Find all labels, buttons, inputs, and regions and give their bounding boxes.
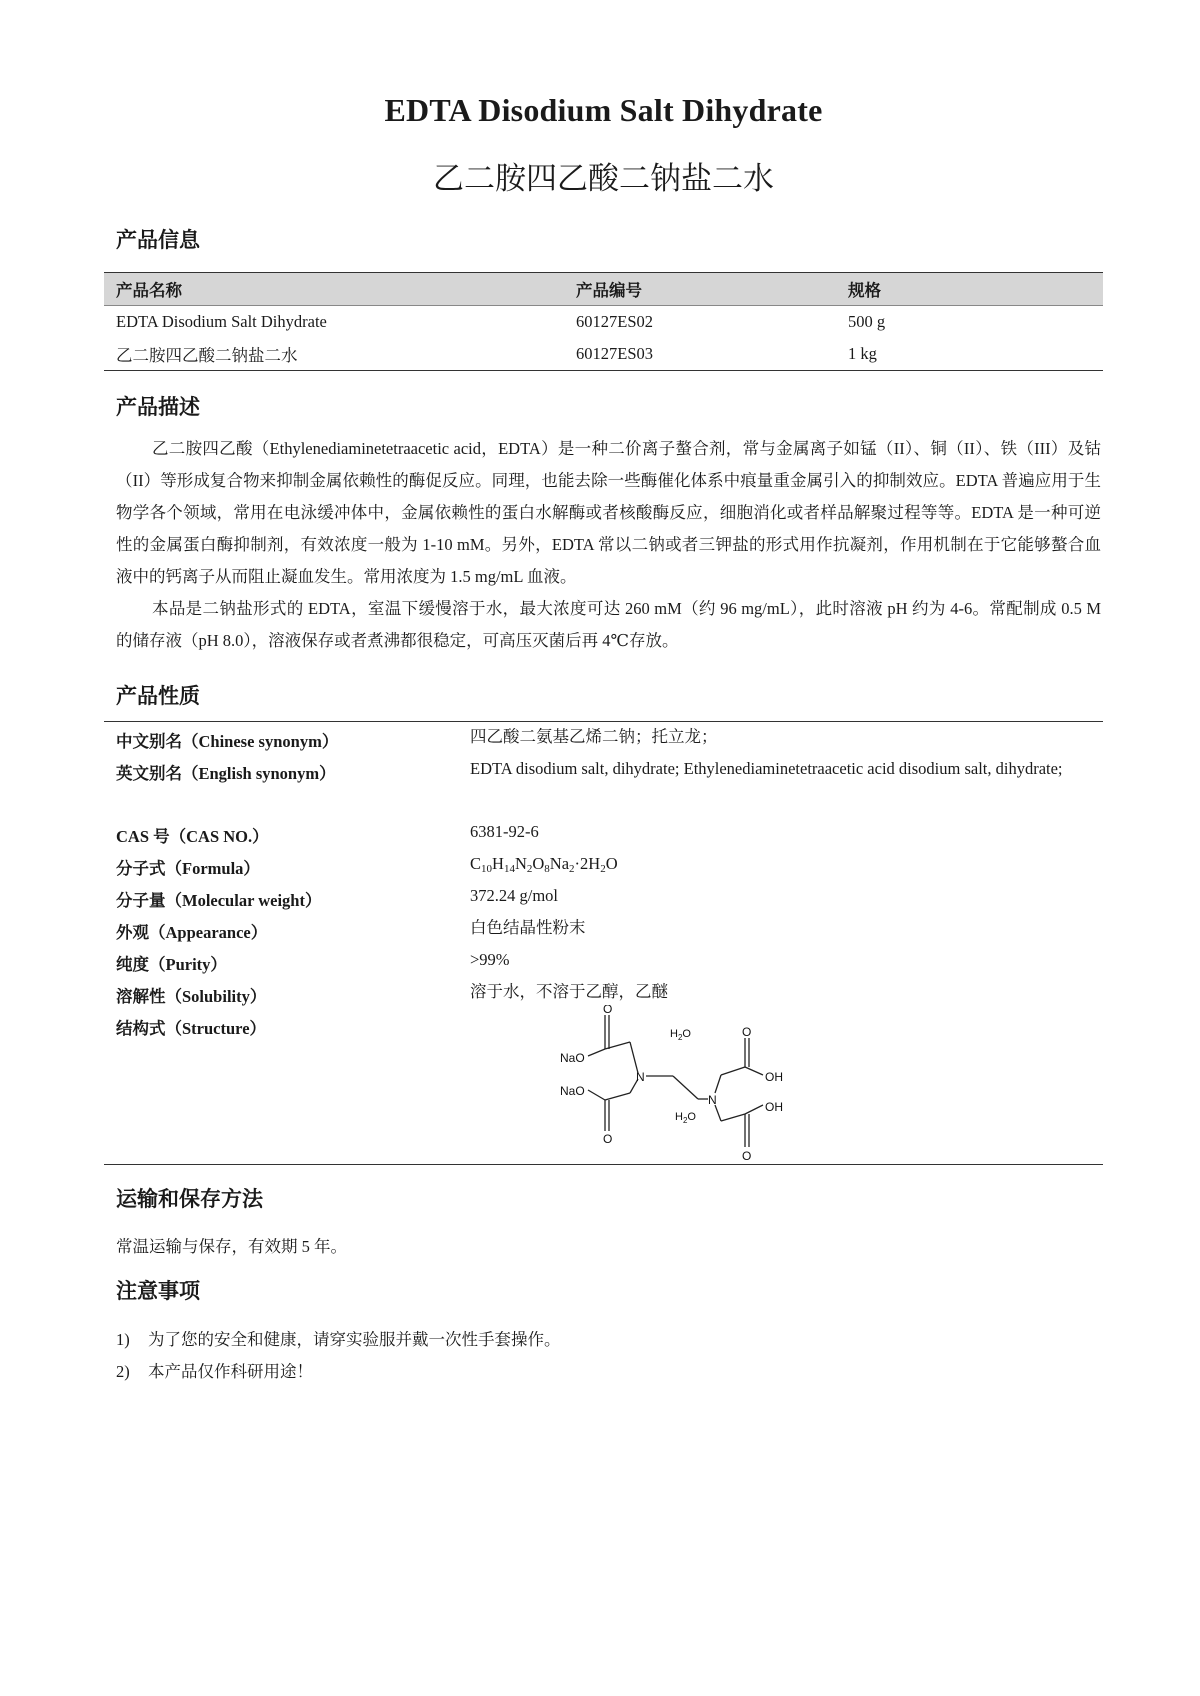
property-key: 分子式（Formula） (116, 859, 260, 878)
description-paragraph: 乙二胺四乙酸（Ethylenediaminetetraacetic acid，EDTA）是一种二价离子螯合剂，常与金属离子如锰（II）、铜（II）、铁（III）及钴（II）等形成复合物来抑制金属依赖性的酶促反应。同理，也能去除一些酶催化体系中痕量重金属引入的抑制效应。EDTA 普遍应用于生物学各个领域，常用在电泳缓冲体中，金属依赖性的蛋白水解酶或者核酸酶反应，细胞消化或者样品解聚过程等等。EDTA 是一种可逆性的金属蛋白酶抑制剂，有效浓度一般为 1-10 mM。另外，EDTA 常以二钠或者三钾盐的形式用作抗凝剂，作用机制在于它能够螯合血液中的钙离子从而阻止凝血发生。常用浓度为 1.5 mg/mL 血液。 (116, 439, 1101, 586)
table-row (104, 306, 1103, 339)
table-cell: 60127ES02 (576, 312, 654, 331)
table-header: 产品名称 (104, 273, 564, 306)
note-number: 1) (116, 1330, 130, 1349)
atom-label: O (742, 1149, 752, 1163)
property-value: 6381-92-6 (470, 822, 539, 841)
atom-label: O (603, 1005, 613, 1016)
product-info-table (104, 272, 1103, 371)
atom-label: N (708, 1093, 717, 1107)
note-item (116, 1358, 313, 1382)
note-text: 为了您的安全和健康，请穿实验服并戴一次性手套操作。 (148, 1330, 561, 1349)
table-cell: 乙二胺四乙酸二钠盐二水 (116, 346, 298, 365)
property-key: 溶解性（Solubility） (116, 987, 267, 1006)
note-item (116, 1326, 561, 1350)
structure-diagram (558, 1005, 838, 1175)
note-text: 本产品仅作科研用途！ (148, 1362, 313, 1381)
section-heading-description: 产品描述 (116, 395, 200, 419)
property-key: 外观（Appearance） (116, 923, 268, 942)
section-heading-info: 产品信息 (116, 228, 200, 252)
title-chinese: 乙二胺四乙酸二钠盐二水 (433, 161, 774, 196)
water-label: $H_2O$ (675, 1111, 696, 1125)
atom-label: OH (765, 1100, 783, 1114)
atom-label: OH (765, 1070, 783, 1084)
table-cell: EDTA Disodium Salt Dihydrate (116, 312, 327, 331)
property-key: 结构式（Structure） (116, 1019, 267, 1038)
atom-label: NaO (560, 1051, 585, 1065)
table-header: 规格 (836, 273, 1103, 306)
property-value: 白色结晶性粉末 (470, 918, 586, 937)
section-heading-storage: 运输和保存方法 (116, 1187, 263, 1211)
storage-text: 常温运输与保存，有效期 5 年。 (116, 1237, 347, 1256)
property-key: 纯度（Purity） (116, 955, 227, 974)
atom-label: O (742, 1025, 752, 1039)
property-value: 372.24 g/mol (470, 886, 559, 905)
property-key: CAS 号（CAS NO.） (116, 827, 269, 846)
property-key: 中文别名（Chinese synonym） (116, 732, 339, 751)
table-cell: 500 g (848, 312, 886, 331)
table-row (104, 338, 1103, 371)
property-key: 分子量（Molecular weight） (116, 891, 322, 910)
table-cell: 60127ES03 (576, 344, 654, 363)
property-value: 四乙酸二氨基乙烯二钠；托立龙； (470, 727, 718, 746)
divider (104, 1164, 1103, 1165)
section-heading-properties: 产品性质 (116, 684, 200, 708)
atom-label: NaO (560, 1084, 585, 1098)
table-header-row (104, 273, 1103, 306)
atom-label: O (603, 1132, 613, 1146)
table-header: 产品编号 (564, 273, 836, 306)
property-value: >99% (470, 950, 510, 969)
table-cell: 1 kg (848, 344, 877, 363)
property-value: EDTA disodium salt, dihydrate; Ethylenediaminetetraacetic acid disodium salt, dihydrate; (470, 759, 1063, 778)
property-value: 溶于水，不溶于乙醇，乙醚 (470, 982, 668, 1001)
atom-label: N (636, 1070, 645, 1084)
property-key: 英文别名（English synonym） (116, 764, 336, 783)
section-heading-notes: 注意事项 (116, 1279, 200, 1303)
formula-text: $C_{10}H_{14}N_2O_8Na_2\cdot 2H_2O$ (470, 854, 618, 875)
description-body (116, 433, 1101, 657)
note-number: 2) (116, 1362, 130, 1381)
description-paragraph: 本品是二钠盐形式的 EDTA，室温下缓慢溶于水，最大浓度可达 260 mM（约 96 mg/mL），此时溶液 pH 约为 4-6。常配制成 0.5 M 的储存液（pH 8.0），溶液保存或者煮沸都很稳定，可高压灭菌后再 4℃存放。 (116, 599, 1101, 650)
water-label: $H_2O$ (670, 1028, 691, 1042)
title-english: EDTA Disodium Salt Dihydrate (384, 92, 823, 128)
